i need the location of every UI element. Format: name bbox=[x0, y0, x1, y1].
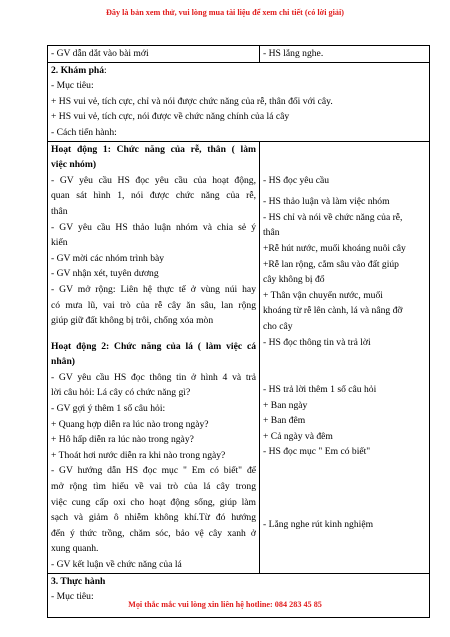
teacher-activities: Hoạt động 1: Chức năng của rễ, thân ( làm việc nhóm) - GV yêu cầu HS đọc yêu cầu của hoạt động, quan sát hình 1, nói được chức năng của rễ, thân - GV yêu cầu HS thảo luận nhóm và chia sẻ ý kiến - GV mời các nhóm trình bày - GV nhận xét, tuyên dương - GV mở rộng: Liên hệ thực tế ở vùng núi hay có mưa lũ, vai trò của rễ cây ăn sâu, lan rộng giúp giữ đất không bị trôi, chống xóa mòn Hoạt động 2: Chức năng của lá ( làm việc cá nhân) - GV yêu cầu HS đọc thông tin ở hình 4 và trả lời câu hỏi: Lá cây có chức năng gì? - GV gợi ý thêm 1 số câu hỏi: + Quang hợp diễn ra lúc nào trong ngày? + Hô hấp diễn ra lúc nào trong ngày? + Thoát hơi nước diễn ra khi nào trong ngày? - GV hướng dẫn HS đọc mục " Em có biết" để mở rộng tìm hiểu về vai trò của lá cây trong việc cung cấp oxi cho hoạt động sống, giúp làm sạch và giảm ô nhiễm không khí.Từ đó hướng đến ý thức trồng, chăm sóc, bảo vệ cây xanh ở xung quanh. - GV kết luận về chức năng của lá bbox=[48, 142, 260, 573]
procedure-label: - Cách tiến hành: bbox=[51, 126, 117, 138]
section-practice bbox=[48, 574, 429, 617]
teacher-step: - GV dẫn dắt vào bài mới bbox=[51, 48, 149, 59]
section-explore: 2. Khám phá: - Mục tiêu: + HS vui vẻ, tích cực, chỉ và nói được chức năng của rễ, thân đối với cây. + HS vui vẻ, tích cực, nói được về chức năng chính của lá cây - Cách tiến hành: bbox=[48, 63, 429, 141]
activity-title: Hoạt động 2: Chức năng của lá ( làm việc cá bbox=[51, 340, 256, 352]
table-row bbox=[48, 141, 429, 573]
lesson-plan-table bbox=[47, 45, 430, 618]
activity-title: Hoạt động 1: Chức năng của rễ, thân ( làm bbox=[51, 143, 256, 155]
section-title: 2. Khám phá bbox=[51, 64, 105, 76]
student-activities: - HS đọc yêu cầu - HS thảo luận và làm việc nhóm - HS chỉ và nói về chức năng của rễ, thân +Rễ hút nước, muối khoáng nuôi cây +Rễ lan rộng, cắm sâu vào đất giúp cây không bị đổ + Thân vận chuyển nước, muối khoáng từ rễ lên cành, lá và nâng đỡ cho cây - HS đọc thông tin và trả lời - HS trả lời thêm 1 số câu hỏi + Ban ngày + Ban đêm + Cả ngày và đêm - HS đọc mục " Em có biết" - Lắng nghe rút kinh nghiệm bbox=[263, 174, 406, 531]
objective-item: + HS vui vẻ, tích cực, nói được về chức năng chính của lá cây bbox=[51, 111, 290, 123]
hotline-notice: Mọi thắc mắc vui lòng xin liên hệ hotline: 084 283 45 85 bbox=[128, 600, 322, 609]
student-step: - HS lắng nghe. bbox=[263, 48, 324, 59]
objective-label: - Mục tiêu: bbox=[51, 591, 94, 603]
table-row bbox=[48, 62, 429, 141]
table-row bbox=[48, 46, 429, 62]
objective-label: - Mục tiêu: bbox=[51, 80, 94, 92]
activity-title: việc nhóm) bbox=[51, 159, 97, 171]
activity-title: nhân) bbox=[51, 356, 75, 368]
section-title: 3. Thực hành bbox=[51, 575, 106, 587]
objective-item: + HS vui vẻ, tích cực, chỉ và nói được chức năng của rễ, thân đối với cây. bbox=[51, 95, 333, 107]
preview-notice: Đây là bản xem thử, vui lòng mua tài liệu để xem chi tiết (có lời giải) bbox=[105, 8, 344, 17]
table-row bbox=[48, 573, 429, 617]
